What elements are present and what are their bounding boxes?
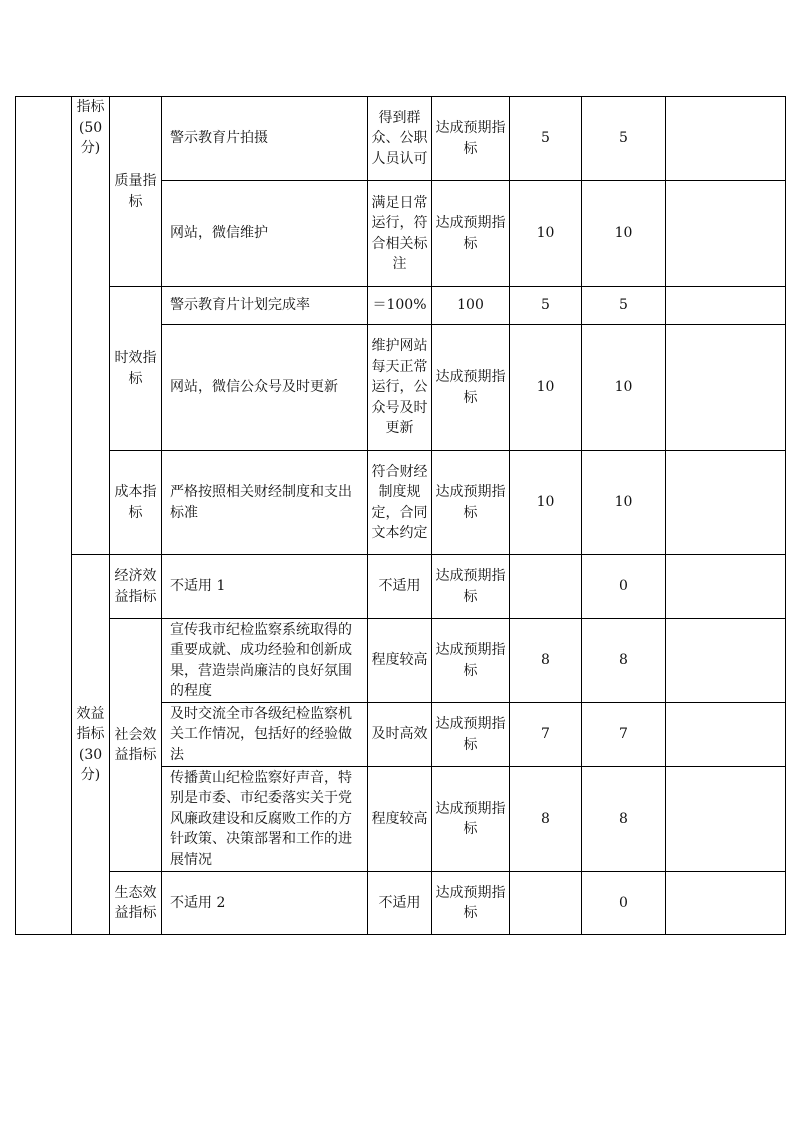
- score-cell: 10: [582, 181, 666, 287]
- level2-economic-label: 经济效益指标: [110, 555, 162, 619]
- actual-cell: 100: [432, 287, 510, 325]
- task-cell: 网站，微信维护: [162, 181, 368, 287]
- score-cell: 5: [582, 97, 666, 181]
- weight-cell: [510, 555, 582, 619]
- level2-social-label: 社会效益指标: [110, 619, 162, 872]
- target-cell: 程度较高: [368, 619, 432, 703]
- table-row: [16, 619, 786, 703]
- task-cell: 宣传我市纪检监察系统取得的重要成就、成功经验和创新成果，营造崇尚廉洁的良好氛围的程度: [162, 619, 368, 703]
- table-row: [16, 451, 786, 555]
- score-cell: 7: [582, 703, 666, 767]
- table-row: [16, 872, 786, 935]
- task-cell: 及时交流全市各级纪检监察机关工作情况，包括好的经验做法: [162, 703, 368, 767]
- task-cell: 不适用 2: [162, 872, 368, 935]
- target-cell: 符合财经制度规定，合同文本约定: [368, 451, 432, 555]
- blank-category-cell: [16, 97, 72, 935]
- score-cell: 8: [582, 619, 666, 703]
- note-cell: [666, 619, 786, 703]
- note-cell: [666, 555, 786, 619]
- actual-cell: 达成预期指标: [432, 619, 510, 703]
- score-cell: 5: [582, 287, 666, 325]
- task-cell: 不适用 1: [162, 555, 368, 619]
- score-cell: 0: [582, 555, 666, 619]
- actual-cell: 达成预期指标: [432, 767, 510, 872]
- target-cell: 不适用: [368, 555, 432, 619]
- actual-cell: 达成预期指标: [432, 325, 510, 451]
- target-cell: 程度较高: [368, 767, 432, 872]
- weight-cell: 5: [510, 287, 582, 325]
- note-cell: [666, 325, 786, 451]
- level2-timeliness-label: 时效指标: [110, 287, 162, 451]
- task-cell: 传播黄山纪检监察好声音，特别是市委、市纪委落实关于党风廉政建设和反腐败工作的方针政策、决策部署和工作的进展情况: [162, 767, 368, 872]
- actual-cell: 达成预期指标: [432, 97, 510, 181]
- weight-cell: 5: [510, 97, 582, 181]
- note-cell: [666, 287, 786, 325]
- score-cell: 8: [582, 767, 666, 872]
- table-row: [16, 287, 786, 325]
- target-cell: 及时高效: [368, 703, 432, 767]
- level2-ecological-label: 生态效益指标: [110, 872, 162, 935]
- target-cell: 得到群众、公职人员认可: [368, 97, 432, 181]
- note-cell: [666, 703, 786, 767]
- level1-output-label: 指标(50分): [72, 97, 110, 555]
- weight-cell: 10: [510, 325, 582, 451]
- note-cell: [666, 181, 786, 287]
- weight-cell: [510, 872, 582, 935]
- target-cell: ＝100%: [368, 287, 432, 325]
- target-cell: 满足日常运行，符合相关标注: [368, 181, 432, 287]
- score-cell: 10: [582, 325, 666, 451]
- target-cell: 维护网站每天正常运行，公众号及时更新: [368, 325, 432, 451]
- actual-cell: 达成预期指标: [432, 451, 510, 555]
- actual-cell: 达成预期指标: [432, 555, 510, 619]
- actual-cell: 达成预期指标: [432, 181, 510, 287]
- weight-cell: 7: [510, 703, 582, 767]
- table-row: [16, 555, 786, 619]
- weight-cell: 10: [510, 181, 582, 287]
- level2-quality-label: 质量指标: [110, 97, 162, 287]
- task-cell: 警示教育片计划完成率: [162, 287, 368, 325]
- task-cell: 严格按照相关财经制度和支出标准: [162, 451, 368, 555]
- task-cell: 网站，微信公众号及时更新: [162, 325, 368, 451]
- note-cell: [666, 97, 786, 181]
- weight-cell: 10: [510, 451, 582, 555]
- weight-cell: 8: [510, 767, 582, 872]
- actual-cell: 达成预期指标: [432, 703, 510, 767]
- performance-indicator-table: [15, 96, 786, 935]
- weight-cell: 8: [510, 619, 582, 703]
- note-cell: [666, 767, 786, 872]
- task-cell: 警示教育片拍摄: [162, 97, 368, 181]
- target-cell: 不适用: [368, 872, 432, 935]
- score-cell: 0: [582, 872, 666, 935]
- table-row: [16, 97, 786, 181]
- actual-cell: 达成预期指标: [432, 872, 510, 935]
- note-cell: [666, 872, 786, 935]
- score-cell: 10: [582, 451, 666, 555]
- level1-effect-label: 效益指标(30分): [72, 555, 110, 935]
- level2-cost-label: 成本指标: [110, 451, 162, 555]
- note-cell: [666, 451, 786, 555]
